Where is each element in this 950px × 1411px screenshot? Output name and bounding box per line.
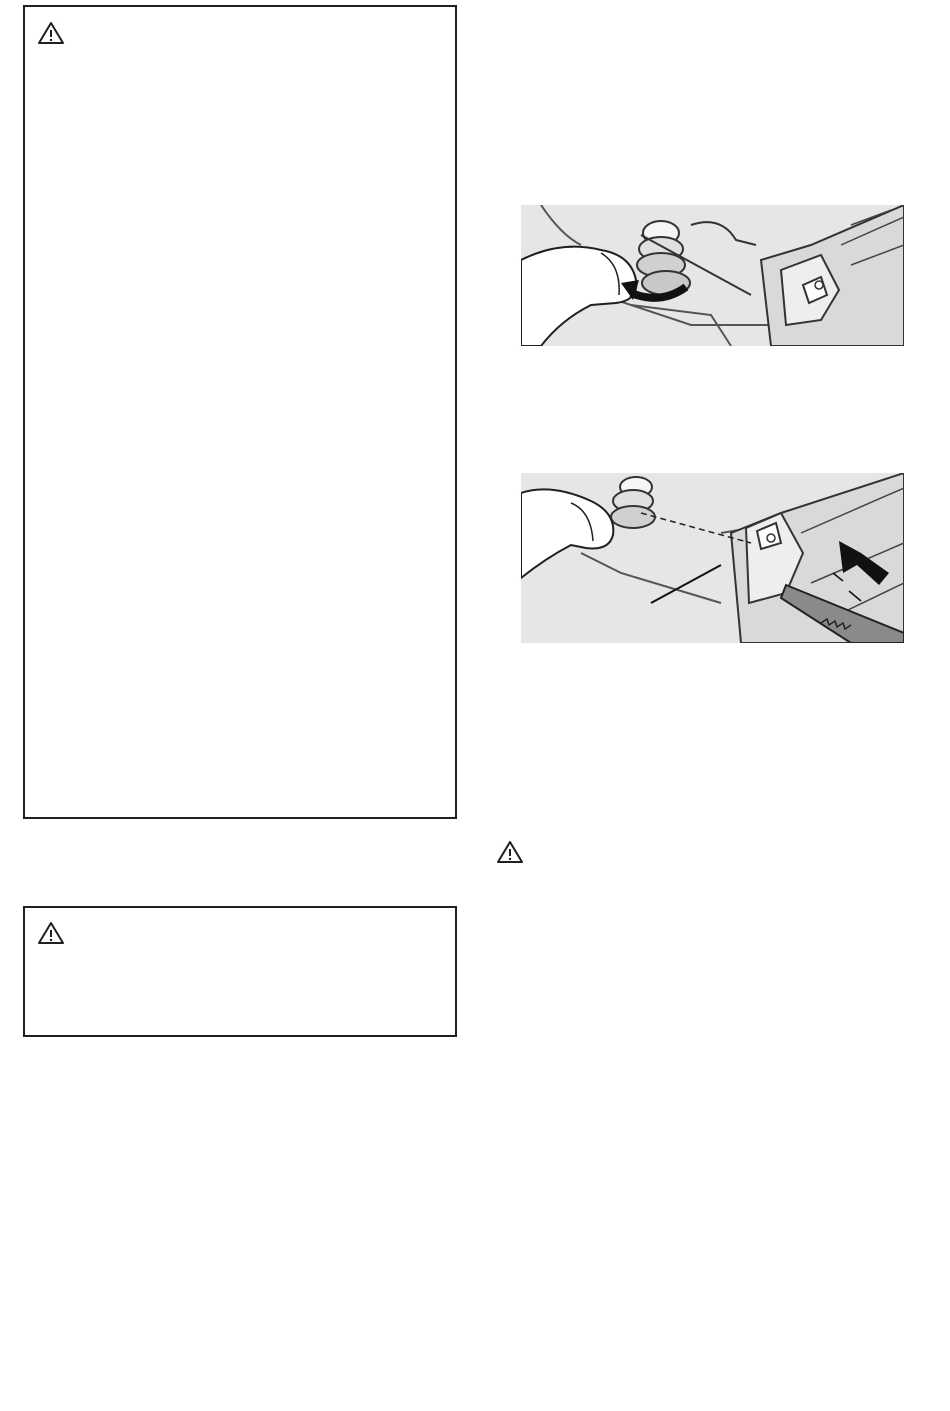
warning-box-small — [23, 906, 457, 1037]
blade-insertion-figure — [521, 473, 904, 643]
warning-box-large — [23, 5, 457, 819]
warning-triangle-icon — [37, 21, 65, 45]
warning-triangle-icon — [496, 840, 524, 864]
blade-clamp-figure — [521, 205, 904, 346]
warning-triangle-icon — [37, 921, 65, 945]
